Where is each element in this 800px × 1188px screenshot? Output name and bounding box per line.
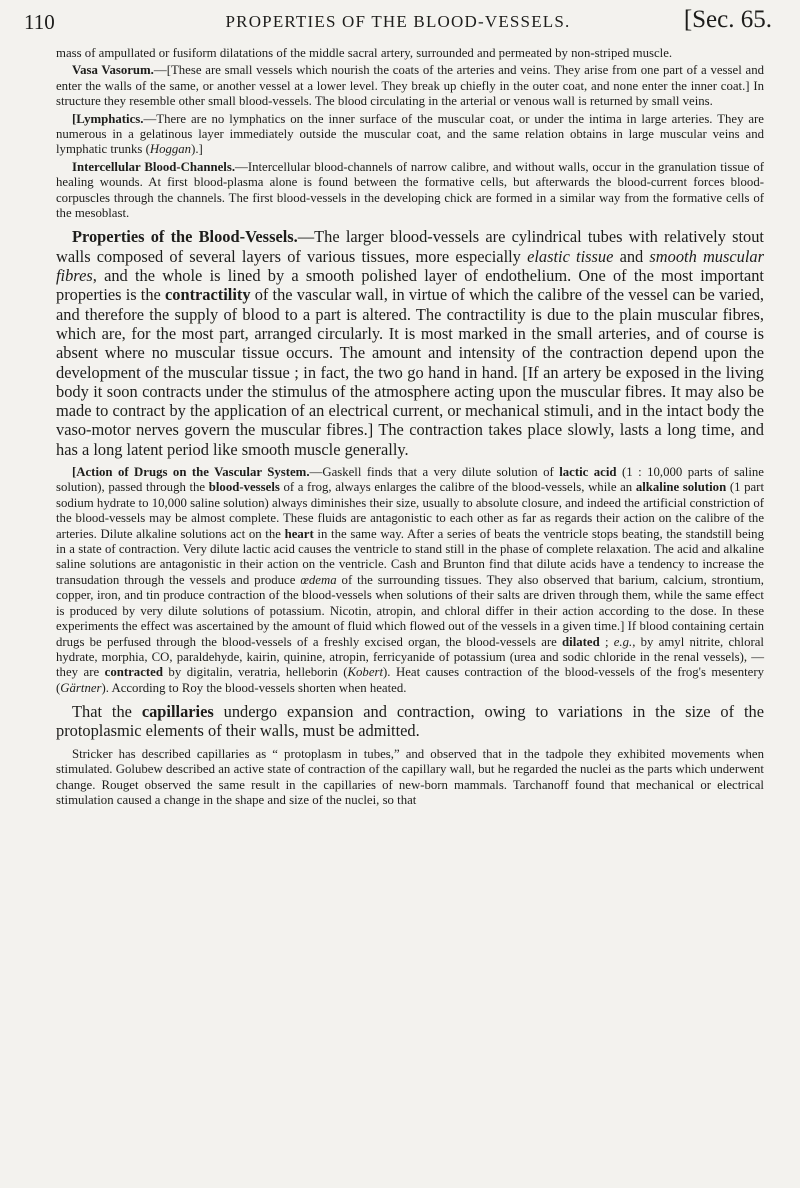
bold-term: Vasa Vasorum.	[72, 63, 154, 78]
paragraph-properties	[56, 227, 764, 459]
italic-term: Gärtner	[60, 680, 102, 695]
text-run: Stricker has described capillaries as “ protoplasm in tubes,” and observed that in the tadpole they exhibited movements when stimulated. Golubew described an active state of contraction of the capillary wall, but he regarded the nuclei as the parts which underwent change. Rouget observed the same result in the capillaries of new-born mammals. Tarchanoff found that mechanical or electrical stimulation caused a change in the shape and size of the nuclei, so that	[56, 746, 764, 807]
italic-term: Hoggan	[149, 142, 192, 157]
bold-term: [Action of Drugs on the Vascular System.	[72, 465, 310, 480]
paragraph-capillaries	[56, 702, 764, 741]
text-run: in the same way. After a series of beats the ventricle stops beating, the standstill being in a state of contraction. Very dilute lactic acid causes the ventricle to stand still in the phase of complete relaxation. The acid and alkaline saline solutions are antagonistic in their action on the ventricle. Cash and Brunton find that dilute acids have a tendency to increase the transudation through the vessels and produce	[56, 526, 764, 587]
text-run: —There are no lymphatics on the inner surface of the muscular coat, or under the intima in large arteries. They are numerous in a gelatinous layer immediately outside the muscular coat, and the same relation obtains in large muscular veins and lymphatic trunks (	[56, 111, 764, 157]
italic-term: smooth muscular fibres	[56, 246, 764, 286]
paragraph-continuation	[56, 46, 764, 61]
text-run: and	[613, 246, 650, 266]
paragraph-lymphatics	[56, 112, 764, 158]
text-run: by digitalin, veratria, helleborin (	[162, 665, 348, 680]
text-run: —Intercellular blood-channels of narrow calibre, and without walls, occur in the granulation tissue of healing wounds. At first blood-plasma alone is found between the formative cells, but afterwards the blood-current forces blood-corpuscles through the channels. The first blood-vessels in the developing chick are formed in a similar way from the formative cells of the mesoblast.	[56, 159, 764, 221]
bold-term: Properties of the Blood-Vessels.	[72, 227, 298, 247]
paragraph-action-of-drugs	[56, 465, 764, 696]
page-header	[24, 6, 772, 38]
bold-term: alkaline solution	[635, 480, 727, 495]
text-run: That the	[72, 702, 142, 722]
text-run: of the vascular wall, in virtue of which the calibre of the vessel can be varied, and therefore the supply of blood to a part is altered. The contractility is due to the plain muscular fibres, which are, for the most part, arranged circularly. It is most marked in the small arteries, and of course is absent where no muscular tissue occurs. The amount and intensity of the contraction depend upon the development of the muscular tissue ; in fact, the two go hand in hand. [If an artery be exposed in the living body it soon contracts under the stimulus of the atmosphere acting upon the muscular fibres. It may also be made to contract by the application of an electrical current, or mechanical stimuli, and in the intact body the vaso-motor nerves govern the muscular fibres.] The contraction takes place slowly, lasts a long time, and has a long latent period like smooth muscle generally.	[56, 285, 764, 459]
bold-term: Intercellular Blood-Channels.	[72, 159, 236, 174]
bold-term: lactic acid	[559, 465, 617, 480]
paragraph-intercellular-channels	[56, 160, 764, 222]
text-run: ). According to Roy the blood-vessels shorten when heated.	[101, 680, 407, 695]
text-run: —The larger blood-vessels are cylindrical tubes with relatively stout walls composed of several layers of various tissues, more especially	[56, 227, 764, 266]
text-run: —[These are small vessels which nourish the coats of the arteries and veins. They arise from one part of a vessel and enter the walls of the same, or another vessel at a lower level. They break up chiefly in the outer coat, and none enter the inner coat.] In structure they resemble other small blood-vessels. The blood circulating in the arterial or venous wall is returned by small veins.	[56, 63, 765, 109]
section-marker: [Sec. 65.	[683, 6, 772, 33]
bold-term: [Lymphatics.	[72, 111, 144, 126]
text-run: , by amyl nitrite, chloral hydrate, morphia, CO, paraldehyde, kairin, quinine, atropin, ferricyanide of potassium (urea and sodic chloride in the renal vessels), —they are	[56, 634, 764, 680]
bold-term: heart	[284, 526, 314, 541]
text-run: ). Heat causes contraction of the blood-vessels of the frog's mesentery (	[56, 665, 765, 695]
text-run: ).]	[191, 142, 203, 157]
text-run: (1 : 10,000 parts of saline solution), passed through the	[56, 465, 764, 495]
text-run: of the surrounding tissues. They also observed that barium, calcium, strontium, copper, iron, and tin produce contraction of the blood-vessels when solutions of their salts are driven through them, while the same effect is produced by very dilute solutions of potassium. Nicotin, atropin, and chloral differ in their action according to the dose. In these experiments the effect was ascertained by the amount of fluid which flowed out of the vessels in a given time.] If blood containing certain drugs be perfused through the blood-vessels of a freshly excised organ, the blood-vessels are	[56, 572, 764, 649]
text-run: (1 part sodium hydrate to 10,000 saline solution) always diminishes their size, usually to absolute closure, and indeed the artificial constriction of the blood-vessels may be almost complete. These fluids are antagonistic to each other as far as regards their action on the calibre of the arteries. Dilute alkaline solutions act on the	[56, 480, 764, 541]
text-run: , and the whole is lined by a smooth polished layer of endothelium. One of the most important properties is the	[56, 266, 764, 305]
text-run: mass of ampullated or fusiform dilatations of the middle sacral artery, surrounded and permeated by non-striped muscle.	[56, 46, 673, 60]
running-title: PROPERTIES OF THE BLOOD-VESSELS.	[225, 12, 571, 31]
text-run: ;	[599, 634, 614, 649]
bold-term: dilated	[562, 634, 600, 649]
bold-term: blood-vessels	[208, 480, 280, 495]
paragraph-vasa-vasorum	[56, 63, 764, 109]
text-run: of a frog, always enlarges the calibre of the blood-vessels, while an	[279, 480, 636, 495]
text-run: undergo expansion and contraction, owing to variations in the size of the protoplasmic elements of their walls, must be admitted.	[56, 702, 764, 741]
bold-term: contractility	[164, 285, 251, 305]
italic-term: œdema	[300, 572, 337, 587]
bold-term: capillaries	[141, 702, 214, 722]
text-run: —Gaskell finds that a very dilute solution of	[309, 465, 560, 480]
page-body	[56, 46, 764, 808]
bold-term: contracted	[104, 665, 163, 680]
paragraph-stricker	[56, 747, 764, 809]
italic-term: elastic tissue	[527, 246, 614, 266]
page-number: 110	[24, 10, 55, 34]
italic-term: e.g.	[613, 634, 633, 649]
italic-term: Kobert	[347, 665, 384, 680]
